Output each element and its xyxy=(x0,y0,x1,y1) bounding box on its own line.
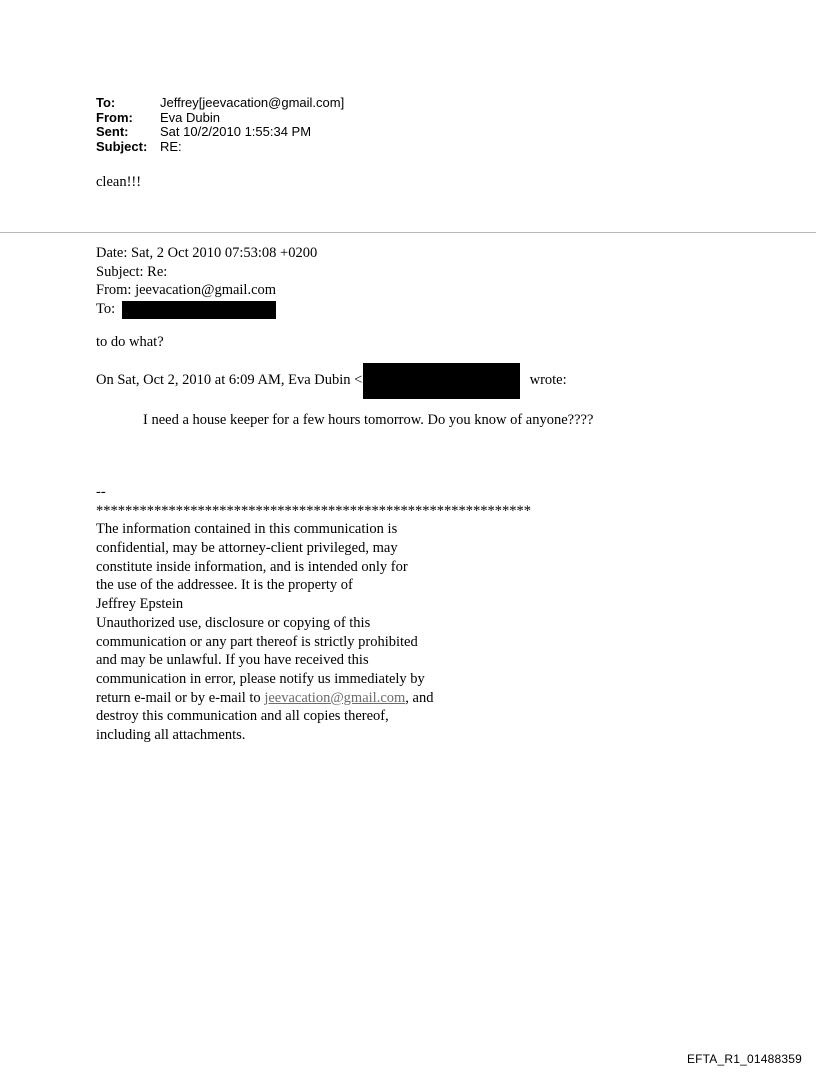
email-header xyxy=(96,96,344,154)
disclaimer-line: including all attachments. xyxy=(96,726,246,743)
disclaimer-line: communication or any part thereof is strictly prohibited xyxy=(96,633,418,650)
to-label: To: xyxy=(96,95,116,110)
to-row xyxy=(96,96,344,111)
quoted-body: to do what? xyxy=(96,334,164,350)
subject-label: Subject: xyxy=(96,138,148,154)
disclaimer-line: destroy this communication and all copies thereof, xyxy=(96,708,389,725)
sent-row xyxy=(96,125,344,140)
disclaimer-line: Unauthorized use, disclosure or copying of this xyxy=(96,614,371,631)
sig-dash: -- xyxy=(96,484,106,500)
sent-value: Sat 10/2/2010 1:55:34 PM xyxy=(160,124,312,139)
line-prefix: return e-mail or by e-mail to xyxy=(96,689,265,706)
sig-stars: ************************************************************ xyxy=(96,502,531,519)
quoted-from: From: jeevacation@gmail.com xyxy=(96,282,277,298)
disclaimer-line: Jeffrey Epstein xyxy=(96,596,184,613)
disclaimer-line: confidential, may be attorney-client privileged, may xyxy=(96,540,398,557)
sent-label: Sent: xyxy=(96,124,129,139)
disclaimer-line: The information contained in this communication is xyxy=(96,521,398,538)
from-value: Eva Dubin xyxy=(160,109,220,125)
from-row xyxy=(96,111,344,126)
line-suffix: , and xyxy=(405,689,434,706)
quoted-date: Date: Sat, 2 Oct 2010 07:53:08 +0200 xyxy=(96,245,318,261)
from-label: From: xyxy=(96,109,133,125)
redaction-box xyxy=(122,301,276,319)
disclaimer-line: communication in error, please notify us immediately by xyxy=(96,670,425,687)
quoted-header xyxy=(96,244,317,318)
redaction-box xyxy=(363,363,520,399)
disclaimer-line: the use of the addressee. It is the property of xyxy=(96,577,353,594)
disclaimer-line: constitute inside information, and is intended only for xyxy=(96,558,408,575)
to-value: Jeffrey[jeevacation@gmail.com] xyxy=(160,95,345,110)
attribution-prefix: On Sat, Oct 2, 2010 at 6:09 AM, Eva Dubin < xyxy=(96,372,363,388)
inner-message: I need a house keeper for a few hours tomorrow. Do you know of anyone???? xyxy=(143,412,594,428)
email-link[interactable]: jeevacation@gmail.com xyxy=(264,689,406,706)
disclaimer xyxy=(96,483,531,745)
quoted-to-row xyxy=(96,300,317,319)
disclaimer-line: and may be unlawful. If you have received this xyxy=(96,652,369,669)
attribution-suffix: wrote: xyxy=(529,372,567,388)
attribution-line xyxy=(96,372,567,399)
disclaimer-line-link xyxy=(96,689,531,708)
quoted-subject: Subject: Re: xyxy=(96,263,168,280)
subject-row xyxy=(96,140,344,155)
subject-value: RE: xyxy=(160,138,182,154)
document-id: EFTA_R1_01488359 xyxy=(686,1052,802,1066)
reply-body: clean!!! xyxy=(96,174,142,190)
quoted-to-label: To: xyxy=(96,300,116,317)
divider xyxy=(0,232,816,233)
